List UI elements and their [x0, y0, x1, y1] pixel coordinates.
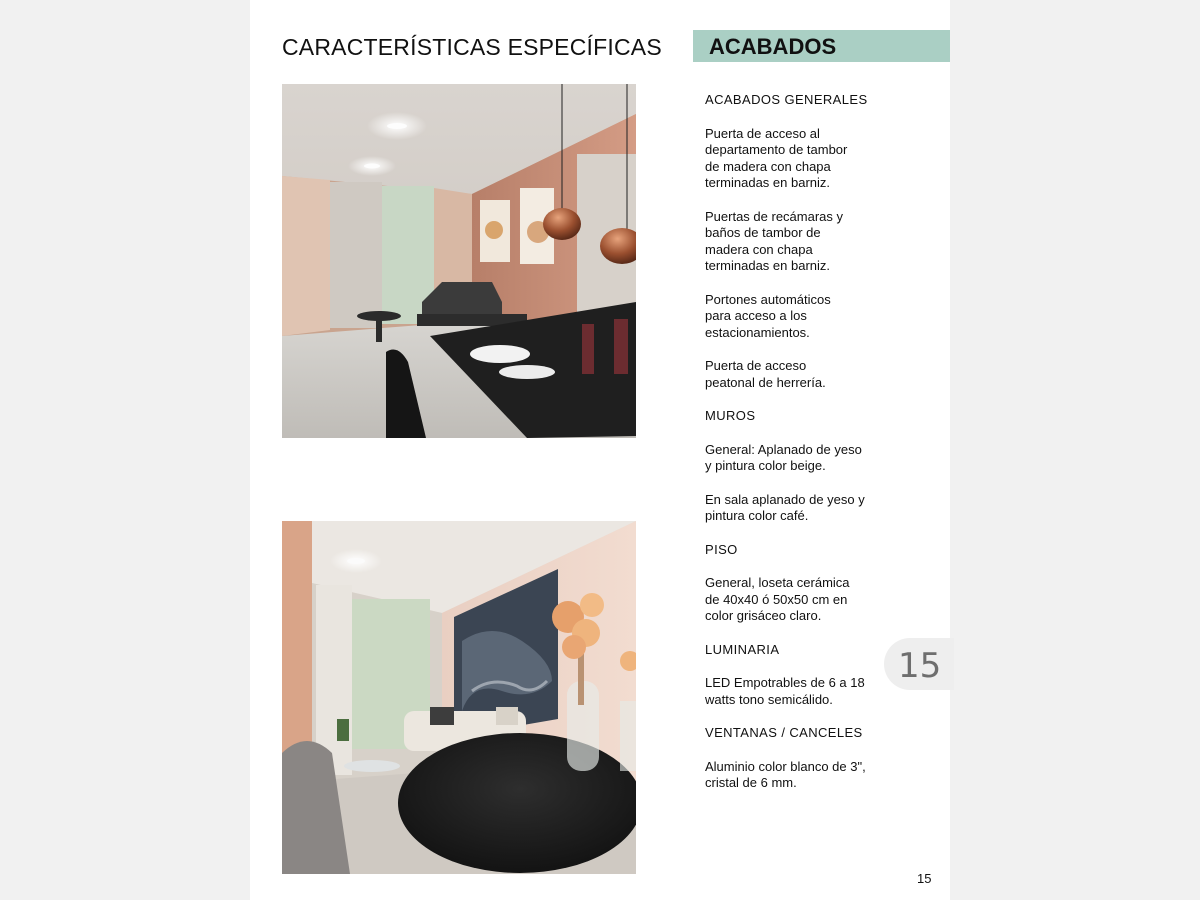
finish-paragraph: LED Empotrables de 6 a 18 watts tono semicálido. [705, 675, 865, 707]
finish-paragraph: Puertas de recámaras y baños de tambor de madera con chapa terminadas en barniz. [705, 208, 844, 273]
finish-heading: PISO [705, 541, 738, 557]
dining-room-photo [282, 84, 636, 438]
page-number: 15 [917, 871, 932, 886]
finish-paragraph: En sala aplanado de yeso y pintura color café. [705, 491, 865, 523]
finish-heading: LUMINARIA [705, 641, 780, 657]
finish-paragraph: Portones automáticos para acceso a los estacionamientos. [705, 291, 831, 340]
page-badge-number: 15 [898, 646, 942, 686]
finish-heading: ACABADOS GENERALES [705, 92, 868, 107]
finish-group-generales [705, 92, 900, 391]
finish-group-piso [705, 542, 900, 625]
living-room-photo [282, 521, 636, 874]
finish-heading: MUROS [705, 408, 756, 423]
page-badge [884, 638, 954, 690]
page-title: CARACTERÍSTICAS ESPECÍFICAS [282, 34, 662, 60]
finishes-list [705, 92, 900, 809]
section-title: ACABADOS [709, 34, 837, 59]
finish-group-ventanas [705, 725, 900, 792]
finish-paragraph: Puerta de acceso al departamento de tambor de madera con chapa terminadas en barniz. [705, 125, 848, 190]
finish-paragraph: General: Aplanado de yeso y pintura color beige. [705, 441, 862, 473]
finish-paragraph: General, loseta cerámica de 40x40 ó 50x50 cm en color grisáceo claro. [705, 575, 850, 623]
brochure-page [250, 0, 950, 900]
section-banner [693, 30, 950, 62]
finish-group-muros [705, 408, 900, 525]
finish-heading: VENTANAS / CANCELES [705, 725, 863, 740]
finish-group-luminaria [705, 642, 900, 709]
finish-paragraph: Puerta de acceso peatonal de herrería. [705, 358, 826, 390]
finish-paragraph: Aluminio color blanco de 3", cristal de 6 mm. [705, 758, 866, 790]
